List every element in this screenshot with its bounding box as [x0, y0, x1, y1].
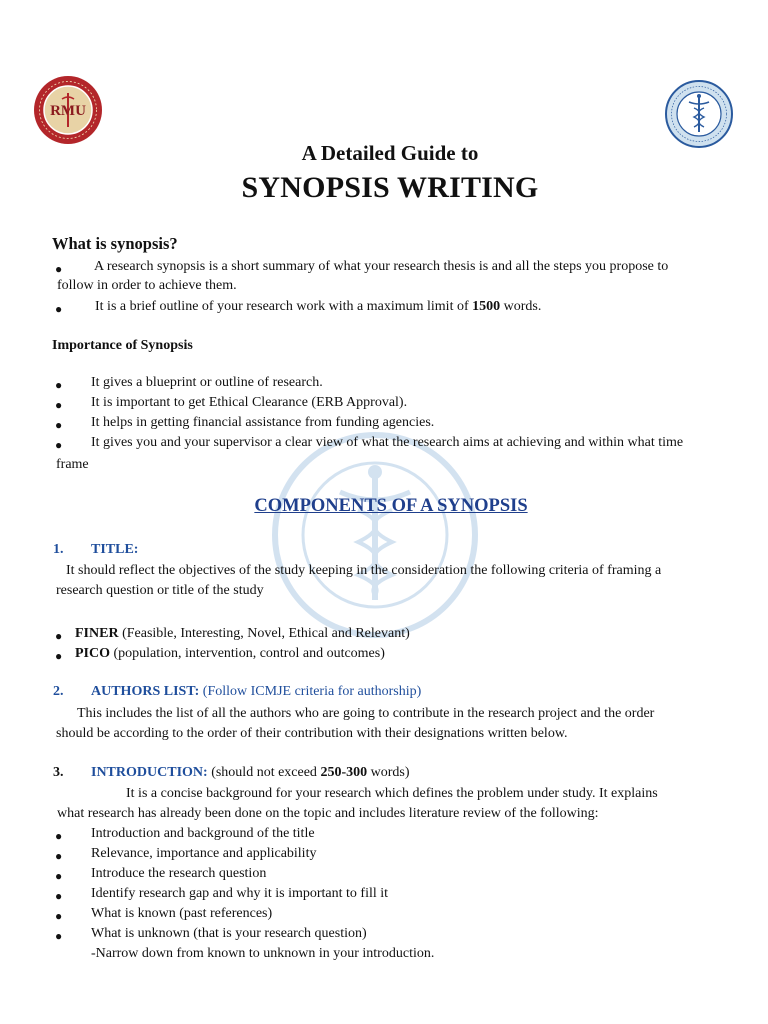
bullet-icon: ●	[55, 629, 63, 643]
what-bullet1-line1: A research synopsis is a short summary of what your research thesis is and all the steps you propose to	[94, 259, 669, 274]
intro-note-suffix: words)	[367, 765, 410, 780]
watermark-seal-icon	[270, 430, 480, 640]
bullet-icon: ●	[55, 418, 63, 432]
what-bullet2	[95, 299, 541, 315]
importance-item: It is important to get Ethical Clearance (ERB Approval).	[91, 395, 408, 410]
pico-desc: (population, intervention, control and outcomes)	[110, 646, 385, 661]
intro-heading	[91, 765, 410, 781]
importance-item: It helps in getting financial assistance from funding agencies.	[91, 415, 435, 430]
authors-note: (Follow ICMJE criteria for authorship)	[199, 684, 422, 699]
intro-line2: what research has already been done on the topic and includes literature review of the following:	[57, 806, 599, 821]
word-limit-value: 1500	[472, 299, 501, 314]
intro-item: What is known (past references)	[91, 906, 273, 921]
intro-word-range: 250-300	[320, 765, 368, 780]
bullet-icon: ●	[55, 438, 63, 452]
title-section-line1: It should reflect the objectives of the study keeping in the consideration the following criteria of framing a	[66, 563, 662, 578]
what-heading: What is synopsis?	[52, 234, 178, 253]
guide-subtitle: A Detailed Guide to	[301, 141, 479, 165]
intro-label: INTRODUCTION:	[91, 765, 208, 780]
importance-item: It gives a blueprint or outline of research.	[91, 375, 323, 390]
intro-note: (should not exceed	[207, 765, 321, 780]
importance-item-cont: frame	[56, 457, 89, 472]
bullet-icon: ●	[55, 869, 63, 883]
bullet-icon: ●	[55, 262, 63, 276]
rmu-seal-icon	[33, 75, 103, 145]
bullet-icon: ●	[55, 649, 63, 663]
section-number: 2.	[53, 684, 64, 699]
bullet-icon: ●	[55, 849, 63, 863]
intro-line1: It is a concise background for your research which defines the problem under study. It explains	[126, 786, 658, 801]
intro-item: Identify research gap and why it is important to fill it	[91, 886, 389, 901]
bullet-icon: ●	[55, 909, 63, 923]
section-number: 1.	[53, 542, 64, 557]
bullet-icon: ●	[55, 398, 63, 412]
importance-item: It gives you and your supervisor a clear view of what the research aims at achieving and within what time	[91, 435, 684, 450]
guide-title: SYNOPSIS WRITING	[241, 171, 539, 204]
bullet-icon: ●	[55, 889, 63, 903]
caduceus-seal-icon	[665, 80, 733, 148]
pico-item	[75, 646, 385, 662]
section-number: 3.	[53, 765, 64, 780]
what-bullet1-line2: follow in order to achieve them.	[57, 278, 237, 293]
bullet-icon: ●	[55, 829, 63, 843]
bullet-icon: ●	[55, 929, 63, 943]
pico-label: PICO	[75, 646, 110, 661]
what-bullet2-suffix: words.	[500, 299, 542, 314]
bullet-icon: ●	[55, 378, 63, 392]
components-heading: COMPONENTS OF A SYNOPSIS	[254, 496, 528, 516]
intro-item: What is unknown (that is your research question)	[91, 926, 367, 941]
rmu-letters: RMU	[50, 103, 86, 119]
importance-heading: Importance of Synopsis	[52, 338, 193, 353]
finer-label: FINER	[75, 626, 119, 641]
intro-closing: -Narrow down from known to unknown in your introduction.	[91, 946, 435, 961]
title-section-line2: research question or title of the study	[56, 583, 264, 598]
authors-label: AUTHORS LIST:	[91, 684, 200, 699]
intro-item: Introduce the research question	[91, 866, 267, 881]
authors-line1: This includes the list of all the authors who are going to contribute in the research project and the order	[77, 706, 655, 721]
intro-item: Introduction and background of the title	[91, 826, 315, 841]
finer-desc: (Feasible, Interesting, Novel, Ethical and Relevant)	[118, 626, 410, 641]
authors-heading	[91, 684, 421, 700]
finer-item	[75, 626, 410, 642]
title-section-label: TITLE:	[91, 542, 139, 557]
authors-line2: should be according to the order of their contribution with their designations written below.	[56, 726, 568, 741]
bullet-icon: ●	[55, 302, 63, 316]
what-bullet2-text: It is a brief outline of your research work with a maximum limit of	[95, 299, 473, 314]
intro-item: Relevance, importance and applicability	[91, 846, 317, 861]
